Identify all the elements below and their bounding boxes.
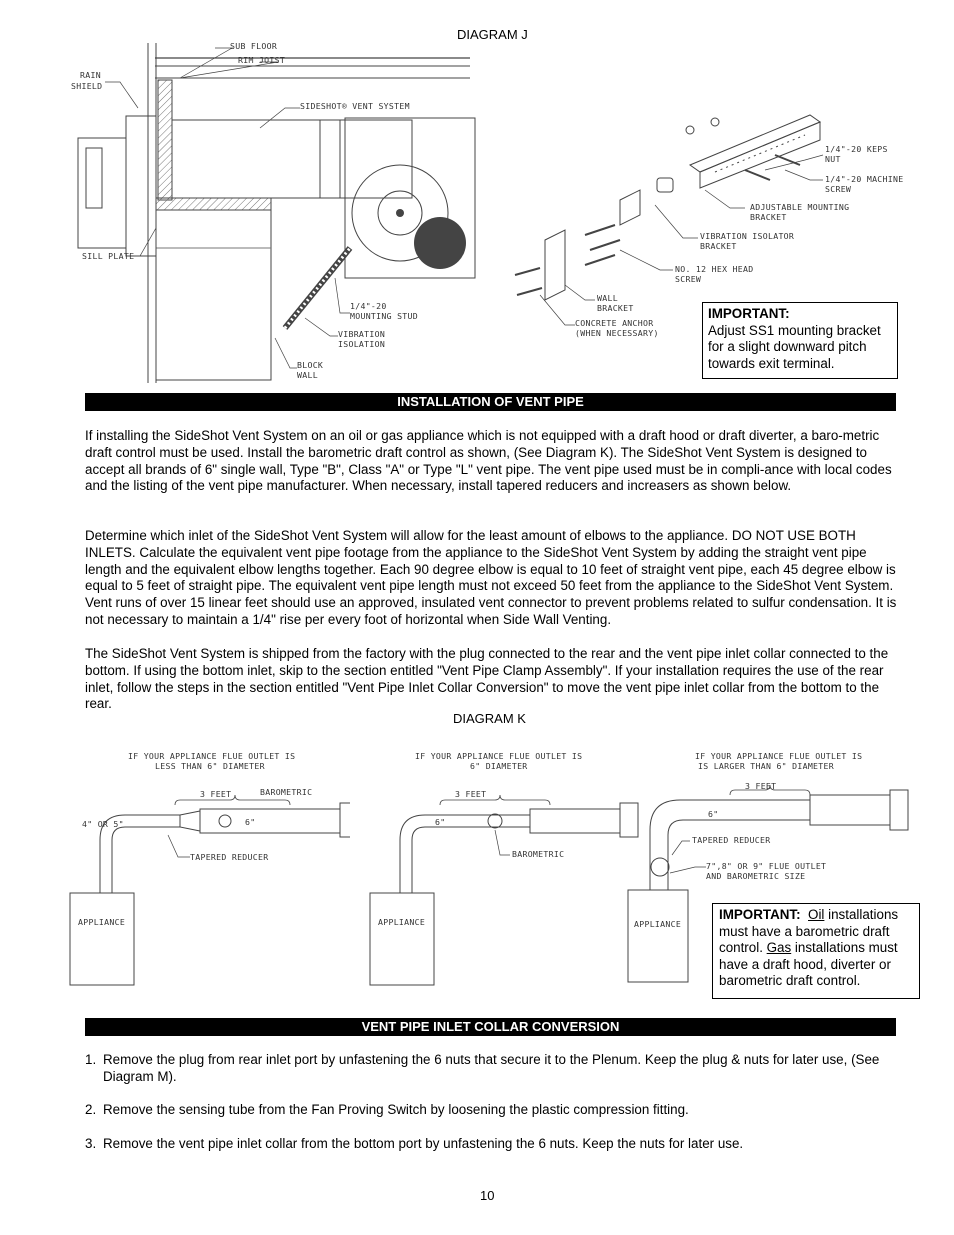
panel3-outlet-1: 7",8" OR 9" FLUE OUTLET [706, 861, 827, 871]
label-vibration-isolation-2: ISOLATION [338, 339, 386, 349]
panel1-size-left: 4" OR 5" [82, 819, 124, 829]
paragraph-3: The SideShot Vent System is shipped from the factory with the plug connected to the rear and the vent pipe inlet collar connected to the bottom. If using the bottom inlet, skip to the section entitled "Vent Pipe Clamp Assembly". If your installation requires the use of the rear inlet, follow the steps in the section entitled "Vent Pipe Inlet Collar Conversion" to move the vent pipe inlet collar from the bottom to the rear. [85, 646, 889, 712]
note2-part2: installations must have a draft hood, diverter or barometric draft control. [719, 940, 898, 989]
section-title-installation: INSTALLATION OF VENT PIPE [85, 393, 896, 411]
panel3-caption-2: IS LARGER THAN 6" DIAMETER [698, 761, 834, 771]
step-2 [85, 1102, 905, 1119]
panel3-feet: 3 FEET [745, 781, 777, 791]
label-concrete-anchor-2: (WHEN NECESSARY) [575, 328, 659, 338]
important-note-bracket [702, 302, 898, 379]
diagram-k-panel-less-than-6 [60, 745, 350, 990]
diagram-k-title: DIAGRAM K [453, 711, 526, 726]
panel2-appliance: APPLIANCE [378, 917, 426, 927]
panel1-caption-2: LESS THAN 6" DIAMETER [155, 761, 265, 771]
step-text: Remove the plug from rear inlet port by unfastening the 6 nuts that secure it to the Plenum. Keep the plug & nuts for later use, (See Diagram M). [103, 1052, 880, 1084]
note-heading: IMPORTANT: [708, 306, 790, 321]
section-title-collar-conversion: VENT PIPE INLET COLLAR CONVERSION [85, 1018, 896, 1036]
note2-gas: Gas [766, 940, 792, 956]
note2-part1: installations must have a barometric draft control. [719, 907, 899, 956]
label-rain-shield-1: RAIN [80, 70, 101, 80]
panel2-caption-2: 6" DIAMETER [470, 761, 528, 771]
panel3-caption-1: IF YOUR APPLIANCE FLUE OUTLET IS [695, 751, 863, 761]
panel3-outlet-2: AND BAROMETRIC SIZE [706, 871, 806, 881]
step-number: 2. [85, 1102, 97, 1117]
panel3-reducer: TAPERED REDUCER [692, 835, 771, 845]
panel1-size-right: 6" [245, 817, 256, 827]
label-vibration-isolation-1: VIBRATION [338, 329, 386, 339]
important-note-draft-control [712, 903, 920, 999]
label-rim-joist: RIM JOIST [238, 55, 286, 65]
panel2-feet: 3 FEET [455, 789, 487, 799]
label-adjustable-bracket-2: BRACKET [750, 212, 787, 222]
label-block-wall-1: BLOCK [297, 360, 324, 370]
panel3-size-left: 6" [708, 809, 719, 819]
paragraph-2: Determine which inlet of the SideShot Vent System will allow for the least amount of elbows to the appliance. DO NOT USE BOTH INLETS. Calculate the equivalent vent pipe footage from the appliance to the SideShot Vent System by adding the straight vent pipe length and the equivalent elbow lengths together. Each 90 degree elbow is equal to 10 feet of straight vent pipe, each 45 degree elbow is equal to 5 feet of straight pipe. The equivalent vent pipe length must not exceed 50 feet from the appliance to the SideShot Vent System. Vent runs of over 15 linear feet should use an approved, insulated vent connector to prevent problems related to sulfur condensation. It is not necessary to maintain a 1/4" rise per every foot of horizontal when Side Wall Venting. [85, 528, 897, 627]
note-body: Adjust SS1 mounting bracket for a slight downward pitch towards exit terminal. [708, 322, 881, 371]
label-sub-floor: SUB FLOOR [230, 41, 278, 51]
label-vibration-bracket-2: BRACKET [700, 241, 737, 251]
note2-heading: IMPORTANT: [719, 907, 801, 922]
label-wall-bracket-1: WALL [597, 293, 618, 303]
panel1-caption-1: IF YOUR APPLIANCE FLUE OUTLET IS [128, 751, 296, 761]
label-keps-nut-2: NUT [825, 154, 841, 164]
label-adjustable-bracket-1: ADJUSTABLE MOUNTING [750, 202, 850, 212]
step-number: 1. [85, 1052, 97, 1067]
paragraph-1: If installing the SideShot Vent System on an oil or gas appliance which is not equipped with a draft hood or draft diverter, a baro-metric draft control must be used. Install the barometric draft control as shown, (See Diagram K). The SideShot Vent System is designed to accept all brands of 6" single wall, Type "B", Class "A" or Type "L" vent pipe. The vent pipe used must be in compli-ance with local codes and the listing of the vent pipe manufacturer. When necessary, install tapered reducers and increasers as shown below. [85, 428, 892, 494]
label-sideshot-vent-system: SIDESHOT® VENT SYSTEM [300, 101, 410, 111]
label-hex-screw-1: NO. 12 HEX HEAD [675, 264, 754, 274]
label-rain-shield-2: SHIELD [71, 81, 103, 91]
label-concrete-anchor-1: CONCRETE ANCHOR [575, 318, 654, 328]
panel1-barometric: BAROMETRIC [260, 787, 313, 797]
panel1-appliance: APPLIANCE [78, 917, 126, 927]
label-mounting-stud-1: 1/4"-20 [350, 301, 387, 311]
panel1-reducer: TAPERED REDUCER [190, 852, 269, 862]
label-machine-screw-1: 1/4"-20 MACHINE [825, 174, 904, 184]
page-number: 10 [480, 1188, 495, 1203]
diagram-j-installation-drawing [60, 38, 540, 388]
step-text: Remove the vent pipe inlet collar from the bottom port by unfastening the 6 nuts. Keep the nuts for later use. [103, 1136, 744, 1151]
label-hex-screw-2: SCREW [675, 274, 702, 284]
step-number: 3. [85, 1136, 97, 1151]
step-1 [85, 1052, 905, 1086]
panel2-size-left: 6" [435, 817, 446, 827]
label-block-wall-2: WALL [297, 370, 318, 380]
diagram-k-panel-6-inch [360, 745, 650, 990]
label-sill-plate: SILL PLATE [82, 251, 135, 261]
panel2-caption-1: IF YOUR APPLIANCE FLUE OUTLET IS [415, 751, 583, 761]
panel2-barometric: BAROMETRIC [512, 849, 565, 859]
label-machine-screw-2: SCREW [825, 184, 852, 194]
note2-oil: Oil [808, 907, 825, 922]
diagram-j-title: DIAGRAM J [457, 27, 528, 42]
step-text: Remove the sensing tube from the Fan Proving Switch by loosening the plastic compression fitting. [103, 1102, 689, 1117]
panel1-feet: 3 FEET [200, 789, 232, 799]
label-vibration-bracket-1: VIBRATION ISOLATOR [700, 231, 795, 241]
panel3-appliance: APPLIANCE [634, 919, 682, 929]
label-wall-bracket-2: BRACKET [597, 303, 634, 313]
label-keps-nut-1: 1/4"-20 KEPS [825, 144, 888, 154]
step-3 [85, 1136, 905, 1153]
label-mounting-stud-2: MOUNTING STUD [350, 311, 418, 321]
